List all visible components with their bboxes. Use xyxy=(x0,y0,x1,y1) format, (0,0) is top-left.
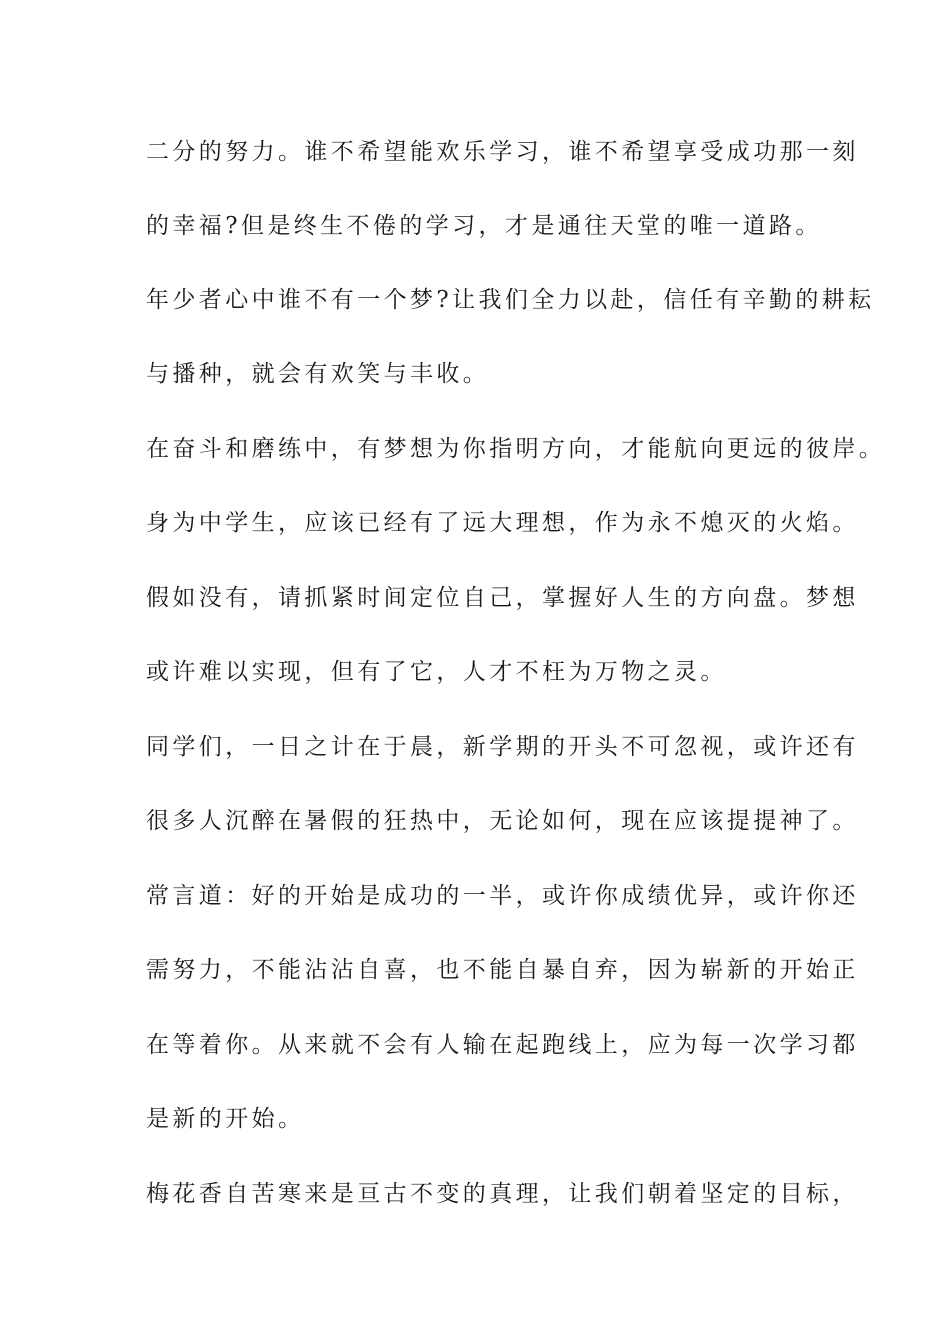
text-line: 或许难以实现，但有了它，人才不枉为万物之灵。 xyxy=(146,659,727,685)
text-line: 的幸福?但是终生不倦的学习，才是通往天堂的唯一道路。 xyxy=(146,213,822,239)
text-line: 在奋斗和磨练中，有梦想为你指明方向，才能航向更远的彼岸。 xyxy=(146,436,886,462)
text-line: 梅花香自苦寒来是亘古不变的真理，让我们朝着坚定的目标， xyxy=(146,1181,859,1207)
text-line: 二分的努力。谁不希望能欢乐学习，谁不希望享受成功那一刻 xyxy=(146,139,859,165)
text-line: 需努力，不能沾沾自喜，也不能自暴自弃，因为崭新的开始正 xyxy=(146,957,859,983)
text-line: 是新的开始。 xyxy=(146,1106,305,1132)
text-line: 在等着你。从来就不会有人输在起跑线上，应为每一次学习都 xyxy=(146,1032,859,1058)
text-line: 常言道：好的开始是成功的一半，或许你成绩优异，或许你还 xyxy=(146,883,859,909)
text-line: 年少者心中谁不有一个梦?让我们全力以赴，信任有辛勤的耕耘 xyxy=(146,287,875,313)
text-line: 假如没有，请抓紧时间定位自己，掌握好人生的方向盘。梦想 xyxy=(146,585,859,611)
text-line: 很多人沉醉在暑假的狂热中，无论如何，现在应该提提神了。 xyxy=(146,808,859,834)
text-line: 与播种，就会有欢笑与丰收。 xyxy=(146,361,490,387)
text-line: 身为中学生，应该已经有了远大理想，作为永不熄灭的火焰。 xyxy=(146,510,859,536)
text-line: 同学们，一日之计在于晨，新学期的开头不可忽视，或许还有 xyxy=(146,734,859,760)
